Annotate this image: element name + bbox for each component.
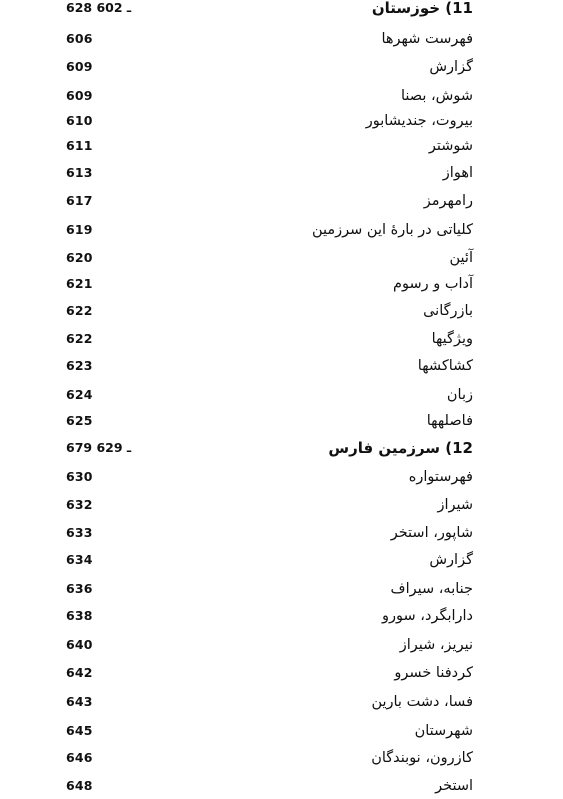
- page-number: 633: [66, 525, 93, 540]
- toc-row: [0, 745, 563, 771]
- entry-title: فاصلهها: [426, 413, 473, 429]
- page-number: 648: [66, 778, 93, 793]
- entry-title: کلیاتی در بارهٔ این سرزمین: [311, 222, 473, 238]
- section-page-range: 628 ـ 602: [66, 0, 132, 15]
- section-title: 12) سرزمین فارس: [328, 439, 473, 457]
- toc-row: [0, 632, 563, 658]
- page-number: 636: [66, 581, 93, 596]
- toc-row: [0, 26, 563, 52]
- entry-title: کشاکشها: [417, 358, 473, 374]
- page-number: 613: [66, 165, 93, 180]
- entry-title: فهرستواره: [408, 469, 473, 485]
- page-number: 621: [66, 276, 93, 291]
- toc-row: [0, 382, 563, 408]
- toc-row: [0, 353, 563, 379]
- toc-row: [0, 718, 563, 744]
- section-title: 11) خوزستان: [371, 0, 473, 17]
- page-number: 642: [66, 665, 93, 680]
- entry-title: کازرون، نوبندگان: [371, 750, 473, 766]
- page-number: 645: [66, 723, 93, 738]
- toc-section-row: [0, 0, 563, 21]
- page-number: 622: [66, 303, 93, 318]
- toc-row: [0, 326, 563, 352]
- toc-row: [0, 576, 563, 602]
- entry-title: بازرگانی: [423, 303, 473, 319]
- entry-title: شهرستان: [414, 723, 473, 739]
- page-number: 610: [66, 113, 93, 128]
- entry-title: بیروت، جندیشابور: [365, 113, 473, 129]
- toc-row: [0, 547, 563, 573]
- page-number: 630: [66, 469, 93, 484]
- entry-title: ویژگیها: [431, 331, 473, 347]
- toc-row: [0, 464, 563, 490]
- page-number: 606: [66, 31, 93, 46]
- toc-row: [0, 773, 563, 799]
- entry-title: شوش، بصنا: [400, 88, 473, 104]
- page-number: 623: [66, 358, 93, 373]
- entry-title: شیراز: [437, 497, 473, 513]
- page-number: 622: [66, 331, 93, 346]
- toc-row: [0, 408, 563, 434]
- toc-row: [0, 603, 563, 629]
- entry-title: گزارش: [429, 59, 473, 75]
- page-number: 609: [66, 88, 93, 103]
- entry-title: شاپور، استخر: [390, 525, 473, 541]
- page-number: 632: [66, 497, 93, 512]
- page-number: 634: [66, 552, 93, 567]
- page-number: 643: [66, 694, 93, 709]
- page-number: 624: [66, 387, 93, 402]
- entry-title: شوشتر: [428, 138, 473, 154]
- entry-title: فهرست شهرها: [381, 31, 473, 47]
- entry-title: جنابه، سیراف: [390, 581, 473, 597]
- entry-title: رامهرمز: [423, 193, 473, 209]
- toc-row: [0, 689, 563, 715]
- toc-row: [0, 83, 563, 109]
- page-number: 620: [66, 250, 93, 265]
- entry-title: آئین: [449, 250, 473, 266]
- entry-title: آداب و رسوم: [392, 276, 473, 292]
- page-number: 619: [66, 222, 93, 237]
- page-number: 638: [66, 608, 93, 623]
- page-number: 609: [66, 59, 93, 74]
- toc-row: [0, 108, 563, 134]
- entry-title: کردفنا خسرو: [394, 665, 473, 681]
- page-number: 640: [66, 637, 93, 652]
- entry-title: گزارش: [429, 552, 473, 568]
- entry-title: استخر: [435, 778, 473, 794]
- toc-row: [0, 188, 563, 214]
- page-number: 611: [66, 138, 93, 153]
- toc-section-row: [0, 435, 563, 461]
- toc-row: [0, 271, 563, 297]
- entry-title: زبان: [446, 387, 473, 403]
- section-page-range: 679 ـ 629: [66, 440, 132, 455]
- entry-title: نیریز، شیراز: [399, 637, 473, 653]
- toc-row: [0, 660, 563, 686]
- entry-title: دارابگرد، سورو: [382, 608, 473, 624]
- entry-title: فسا، دشت بارین: [371, 694, 473, 710]
- entry-title: اهواز: [442, 165, 473, 181]
- toc-row: [0, 133, 563, 159]
- toc-row: [0, 160, 563, 186]
- page-number: 646: [66, 750, 93, 765]
- page-number: 625: [66, 413, 93, 428]
- toc-row: [0, 54, 563, 80]
- toc-row: [0, 217, 563, 243]
- toc-row: [0, 492, 563, 518]
- page-number: 617: [66, 193, 93, 208]
- toc-row: [0, 245, 563, 271]
- toc-row: [0, 520, 563, 546]
- toc-row: [0, 298, 563, 324]
